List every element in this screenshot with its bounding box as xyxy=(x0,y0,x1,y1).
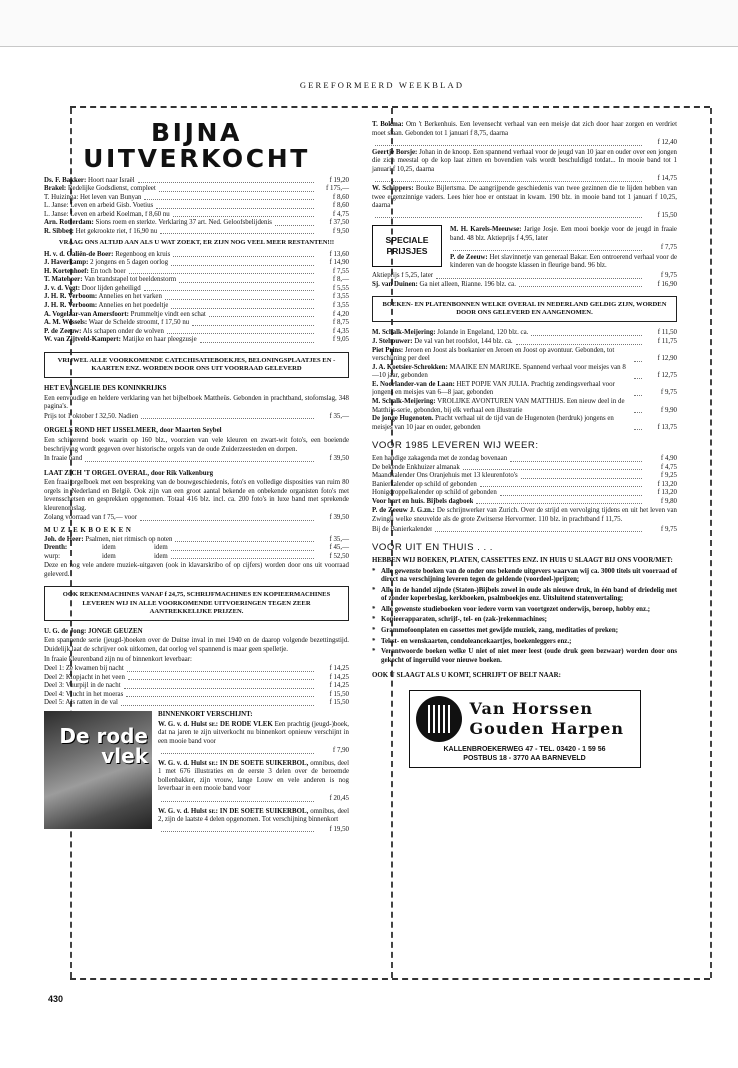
bottom-rule xyxy=(70,978,710,980)
list-item: De jonge Hugenoten. Pracht verhaal uit de tijd van de Hugenoten (herdruk) jongens en meisjes van 10 jaar en ouder, gebonden f 13,75 xyxy=(372,415,677,431)
book-entry: T. Bokma: Om 't Berkenhuis. Een levensecht verhaal van een meisje dat zich door haar zorgen en verdriet moet slaan. Gebonden tot 1 januari f 8,75, daarna xyxy=(372,121,677,137)
section-title: U. G. de Jong: JONGE GEUZEN xyxy=(44,627,143,635)
list-item: P. de Zeeuw: Als schapen onder de wolven f 4,35 xyxy=(44,327,349,335)
list-item: Deel 3: Vuurpijl in de nacht f 14,25 xyxy=(44,682,349,690)
notice-box-bonnen: BOEKEN- EN PLATENBONNEN WELKE OVERAL IN NEDERLAND GELDIG ZIJN, WORDEN DOOR ONS GELEVERD EN AANGENOMEN. xyxy=(372,296,677,322)
list-item: Voor hart en huis. Bijbels dagboek f 9,80 xyxy=(372,497,677,505)
list-item: * Alle in de handel zijnde (Staten-)Bijbels zowel in oude als nieuwe druk, in één band of driedelig met of zonder koperbeslag, kerkboeken, psalmboekjes enz. Uitsluitend statenvertaling; xyxy=(381,587,677,604)
binnenkort-text xyxy=(158,711,349,834)
list-item: E. Noorlander-van de Laan: HET POPJE VAN JULIA. Prachtig zendingsverhaal voor jongens en meisjes van 6—8 jaar, gebonden f 9,75 xyxy=(372,380,677,397)
list-item: Arn. Rotterdam: Sions roem en sterkte. Verklaring 37 art. Ned. Geloofsbelijdenis f 37,50 xyxy=(44,219,349,227)
list-item: J. v. d. Vegt: Door lijden geheiligd f 5,55 xyxy=(44,284,349,292)
section-text: In fraaie kleurenband zijn nu of binnenkort leverbaar: xyxy=(44,655,192,663)
list-item: W. van Zijtveld-Kampert: Matijke en haar pleegzusje f 9,05 xyxy=(44,336,349,344)
book-entry: W. Schippers: Bouke Bijlertsma. De aangrijpende geschiedenis van twee gezinnen die te lijden hebben van twee eigenzinnige vaders. Lees hier hoe er ontstaat in kwam. 190 blz. in mooie band tot 1 januari f 10,25, daarna xyxy=(372,184,677,210)
list-item: * Tekst- en wenskaarten, condoleancekaartjes, boekenleggers enz.; xyxy=(381,638,677,647)
table-row: Joh. de Heer: Psalmen, niet ritmisch op noten f 35,— xyxy=(44,535,349,543)
list-item: A. Vogelaar-van Amersfoort: Prummeltje vindt een schat f 4,20 xyxy=(44,310,349,318)
list-item: M. Schalk-Meijering: Jolande in Engeland, 120 blz. ca. f 11,50 xyxy=(372,329,677,337)
price-row: f 19,50 xyxy=(158,826,349,835)
list-item: M. Schalk-Meijering: VROLIJKE AVONTUREN VAN MATTHIJS. Een nieuw deel in de Matthijs-serie, gebonden, bij elk verhaal een illustratie f 9,90 xyxy=(372,397,677,414)
book-entry: Geertje Borsje: Johan in de knoop. Een spannend verhaal voor de jeugd van 10 jaar en ouder over een jongen die zich meestal op de kop laat zitten en bovendien vals wordt beschuldigd totdat... In mooie band tot 1 januari f 10,25, daarna xyxy=(372,148,677,173)
list-item: R. Sibbes: Het gekrookte riet, f 16,90 nu f 9,50 xyxy=(44,227,349,235)
price-row: Zolang voorraad van f 75,— voor f 39,50 xyxy=(44,514,349,522)
book-entry: W. G. v. d. Hulst sr.: IN DE SOETE SUIKERBOL, omnibus, deel 1 met 676 illustraties en de eerste 3 delen over de beroemde bollenbakker, zijn vrouw, lange Louw en vele anderen is nog leverbaar in een mooie band voor xyxy=(158,759,349,793)
list-item: H. v. d. Galiën-de Boer: Regenboog en kruis f 13,60 xyxy=(44,250,349,258)
section-title-1985: VOOR 1985 LEVEREN WIJ WEER: xyxy=(372,440,539,452)
right-column xyxy=(372,120,677,768)
book-cover-image: De rode vlek xyxy=(44,711,152,829)
price-row: Prijs tot 1 oktober f 32,50. Nadien f 35,— xyxy=(44,412,349,420)
left-column xyxy=(44,120,349,834)
list-item: J. H. R. Verboom: Annelies en het poedeltje f 3,55 xyxy=(44,301,349,309)
section-text: Deze en nog vele andere muziek-uitgaven (ook in klavarskribo of op cijfers) worden door ons uit voorraad geleverd. xyxy=(44,562,349,578)
list-item: Ds. F. Bakker: Hoort naar Israël f 19,20 xyxy=(44,176,349,184)
section-text: Een eenvoudige en heldere verklaring van het bijbelboek Mattheüs. Gebonden in prachtband, stofomslag, 348 pagina's. xyxy=(44,394,349,411)
list-item: Deel 1: Ze kwamen bij nacht f 14,25 xyxy=(44,665,349,673)
section-title: LAAT ZICH 'T ORGEL OVERAL, door Rik Valkenburg xyxy=(44,469,214,477)
logo-top xyxy=(416,696,634,742)
list-item: A. M. Wessels: Waar de Schelde stroomt, f 17,50 nu f 8,75 xyxy=(44,319,349,327)
list-item: L. Janse: Leven en arbeid Koelman, f 8,60 nu f 4,75 xyxy=(44,210,349,218)
special-badge: SPECIALE PRIJSJES xyxy=(372,225,442,267)
list-item: De bekende Enkhuizer almanak f 4,75 xyxy=(372,463,677,471)
section-text: Een fraai orgelboek met een bespreking van de bouwgeschiedenis, foto's en volledige disposities van ruim 80 orgels in Nederland en België. Ook zijn van een groot aantal bekende en onbekende organisten foto's met levensschetsen en gesprekken opgenomen. Totaal 416 blz. incl. ca. 200 foto's in luxe band met sprekende kleurenomslag. xyxy=(44,479,349,512)
price-row: Sj. van Duinen: Ga niet alleen, Rianne. 196 blz. ca. f 16,90 xyxy=(372,280,677,288)
list-item: H. Kortenhoef: En toch boer f 7,55 xyxy=(44,267,349,275)
book-entry: P. de Zeeuw J. G.zn.: De schrijnwerker van Zurich. Over de strijd en vervolging tijdens en uit het leven van Zwingli welke sneuvelde als de grote Zwitserse Hervormer. 110 blz. in prachtband f 11,75. xyxy=(372,507,677,524)
list-item: Deel 5: Als ratten in de val f 15,50 xyxy=(44,699,349,707)
brand-line-1: Van Horssen xyxy=(469,698,594,718)
notice: VRAAG ONS ALTIJD AAN ALS U WAT ZOEKT, ER ZIJN NOG VEEL MEER RESTANTEN!!! xyxy=(58,239,335,247)
section-title-muziek: MUZIEKBOEKEN xyxy=(44,527,134,535)
list-item: * Verantwoorde boeken welke U niet of niet meer leest (oude druk geen bezwaar) worden door ons gekocht of ingeruild voor nieuwe boeken. xyxy=(381,648,677,665)
list-item: Een handige zakagenda met de zondag bovenaan f 4,90 xyxy=(372,455,677,463)
list-item: Brakel: Redelijke Godsdienst, compleet f 175,— xyxy=(44,185,349,193)
list-item: * Alle gewenste boeken van de onder ons bekende uitgevers waarvan wij ca. 3000 titels uit voorraad of direct na verschijning leveren tegen de geldende (voordeel-)prijzen; xyxy=(381,568,677,585)
list-item: * Kopieerapparaten, schrijf-, tel- en (zak-)rekenmachines; xyxy=(381,616,677,625)
harp-icon xyxy=(416,696,462,742)
book-entry: W. G. v. d. Hulst sr.: DE RODE VLEK Een prachtig (jeugd-)boek, dat na jaren te zijn uitverkocht nu binnenkort opnieuw verschijnt in een mooie band voor xyxy=(158,720,349,745)
list-item: J. H. R. Verboom: Annelies en het varken f 3,55 xyxy=(44,293,349,301)
price-row: Bij de Banierkalender f 9,75 xyxy=(372,525,677,533)
list-jeugd xyxy=(44,251,349,345)
price-row: f 7,90 xyxy=(158,747,349,756)
price-row: f 14,75 xyxy=(372,175,677,184)
list-item: Banierkalender op schild of gebonden f 13,20 xyxy=(372,480,677,488)
notice-box-machines: OOK REKENMACHINES VANAF f 24,75, SCHRIJFMACHINES EN KOPIEERMACHINES LEVEREN WIJ IN ALLE VOORKOMENDE UITVOERINGEN TEGEN ZEER AANTREKKELIJKE PRIJZEN. xyxy=(44,586,349,621)
right-rule xyxy=(710,108,712,978)
list-item: * Alle gewenste studieboeken voor iedere vorm van voortgezet onderwijs, beroep, hobby enz.; xyxy=(381,606,677,615)
section-title-thuis: VOOR UIT EN THUIS . . . xyxy=(372,542,493,554)
service-list xyxy=(372,568,677,666)
list-item: Deel 2: Klopjacht in het veen f 14,25 xyxy=(44,673,349,681)
list-1985 xyxy=(372,455,677,506)
list-jeugd-2 xyxy=(372,329,677,432)
book-entry: M. H. Karels-Meeuwse: Jarige Josje. Een mooi boekje voor de jeugd in fraaie band. 48 blz. Aktieprijs f 4,95, later xyxy=(450,226,677,242)
list-item: J. A. Koetsier-Schrokken: MAAIKE EN MARIJKE. Spannend verhaal voor meisjes van 8—10 jaar, gebonden f 12,75 xyxy=(372,363,677,380)
section-title: BINNENKORT VERSCHIJNT: xyxy=(158,710,253,718)
book-entry: W. G. v. d. Hulst sr.: IN DE SOETE SUIKERBOL, omnibus, deel 2, zijn de laatste 4 delen opgenomen. Tot verschijning binnenkort xyxy=(158,807,349,824)
binnenkort-block xyxy=(44,711,349,834)
list-item: L. Janse: Leven en arbeid Gisb. Voetius f 8,60 xyxy=(44,202,349,210)
store-address: KALLENBROEKERWEG 47 - TEL. 03420 - 1 59 56 POSTBUS 18 - 3770 AA BARNEVELD xyxy=(443,745,606,762)
brand-line-2: Gouden Harpen xyxy=(469,718,624,738)
list-item: J. Haverkamp: 2 jongens en 5 dagen oorlog f 14,90 xyxy=(44,259,349,267)
list-item: Maandkalender Ons Oranjehuis met 13 kleurenfoto's f 9,25 xyxy=(372,472,677,480)
list-item: Piet Prins: Jeroen en Joost als boekanier en Jeroen en Joost op avontuur. Gebonden, tot verschijning per deel f 12,90 xyxy=(372,346,677,363)
list-item: T. Huizinga: Het leven van Bunyan f 8,60 xyxy=(44,193,349,201)
contact-prompt: OOK U SLAAGT ALS U KOMT, SCHRIJFT OF BELT NAAR: xyxy=(372,672,561,680)
special-list xyxy=(450,225,677,272)
price-row: In fraaie band f 39,50 xyxy=(44,455,349,463)
page-number: 430 xyxy=(48,994,64,1004)
price-row: Aktieprijs f 5,25, later f 9,75 xyxy=(372,272,677,279)
special-offers xyxy=(372,225,677,272)
price-row: f 15,50 xyxy=(372,212,677,221)
notice-box-catechisatie: VRIJWEL ALLE VOORKOMENDE CATECHISATIEBOEKJES, BELONINGSPLAATJES EN -KAARTEN ENZ. WORDEN DOOR ONS UIT VOORRAAD GELEVERD xyxy=(44,352,349,378)
price-row: f 7,75 xyxy=(450,244,677,253)
top-rule xyxy=(70,106,710,108)
section-title: HET EVANGELIE DES KONINKRIJKS xyxy=(44,385,167,393)
section-text: Een schitterend boek waarin op 160 blz., voorzien van vele kleuren en zwart-wit foto's, een boeiende beschrijving wordt gegeven over historische orgels van de oude Zuiderzeesteden en dorpen. xyxy=(44,436,349,453)
section-subtitle: HEBBEN WIJ BOEKEN, PLATEN, CASSETTES ENZ. IN HUIS U SLAAGT BIJ ONS VOOR/MET: xyxy=(372,557,673,565)
list-item: T. Mateboer: Van brandstapel tot beeldenstorm f 8,— xyxy=(44,276,349,284)
store-logo xyxy=(409,690,641,768)
price-row: f 12,40 xyxy=(372,139,677,148)
list-item: * Grammofoonplaten en cassettes met gewijde muziek, zang, meditaties of preken; xyxy=(381,627,677,636)
book-entry: P. de Zeeuw: Het slavinnetje van generaal Bakar. Een ontroerend verhaal voor de kinderen van de hoogste klassen in fleurige band. 96 blz. xyxy=(450,253,677,270)
running-header: GEREFORMEERD WEEKBLAD xyxy=(299,80,465,90)
section-text: Een spannende serie (jeugd-)boeken over de Duitse inval in mei 1940 en de daarop volgende bezettingstijd. Duidelijk laat de schrijver ook uitkomen, dat oorlog vel spannend is maar geen spelletje. xyxy=(44,637,349,654)
list-bijna xyxy=(44,177,349,237)
list-item: Honigdroppelkalender op schild of gebonden f 13,20 xyxy=(372,489,677,497)
scan-margin xyxy=(0,0,738,47)
table-row: wurp: idem idem f 52,50 xyxy=(44,552,349,560)
list-item: J. Stehouwer: De val van het roofslot, 144 blz. ca. f 11,75 xyxy=(372,338,677,346)
headline: BIJNA UITVERKOCHT xyxy=(83,118,310,174)
table-row: Drenth: idem idem f 45,— xyxy=(44,544,349,552)
list-item: Deel 4: Vlucht in het moeras f 15,50 xyxy=(44,690,349,698)
section-title: ORGELS ROND HET IJSSELMEER, door Maarten Seybel xyxy=(44,427,222,435)
price-row: f 20,45 xyxy=(158,795,349,804)
brand-name xyxy=(470,699,624,739)
